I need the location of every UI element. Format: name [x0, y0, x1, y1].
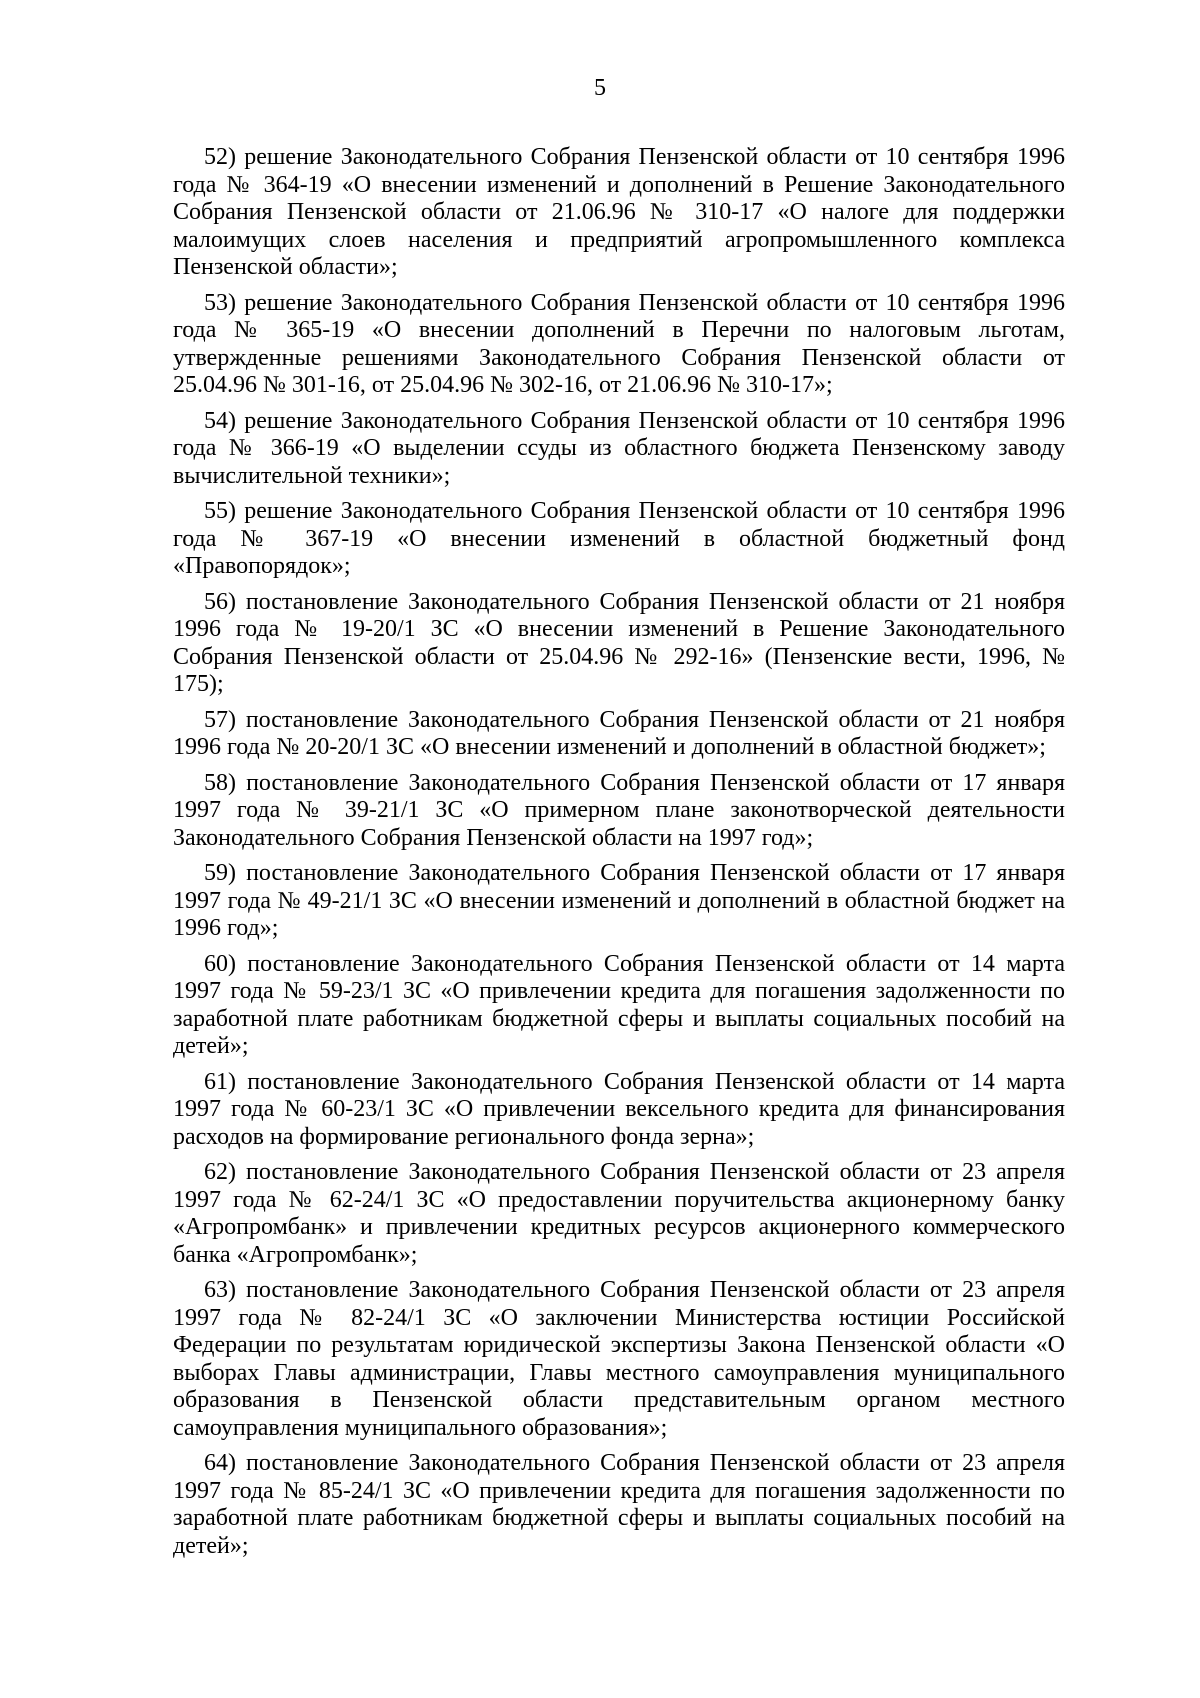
list-item-53: 53) решение Законодательного Собрания Пензенской области от 10 сентября 1996 года № 365-19 «О внесении дополнений в Перечни по налоговым льготам, утвержденные решениями Законодательного Собрания Пензенской области от 25.04.96 № 301-16, от 25.04.96 № 302-16, от 21.06.96 № 310-17»;	[173, 289, 1065, 398]
list-item-62: 62) постановление Законодательного Собрания Пензенской области от 23 апреля 1997 года № 62-24/1 ЗС «О предоставлении поручительства акционерному банку «Агропромбанк» и привлечении кредитных ресурсов акционерного коммерческого банка «Агропромбанк»;	[173, 1159, 1065, 1268]
list-item-61: 61) постановление Законодательного Собрания Пензенской области от 14 марта 1997 года № 60-23/1 ЗС «О привлечении вексельного кредита для финансирования расходов на формирование регионального фонда зерна»;	[173, 1068, 1065, 1150]
list-item-63: 63) постановление Законодательного Собрания Пензенской области от 23 апреля 1997 года № 82-24/1 ЗС «О заключении Министерства юстиции Российской Федерации по результатам юридической экспертизы Закона Пензенской области «О выборах Главы администрации, Главы местного самоуправления муниципального образования в Пензенской области представительным органом местного самоуправления муниципального образования»;	[173, 1277, 1065, 1441]
page-number: 5	[594, 75, 606, 101]
list-item-56: 56) постановление Законодательного Собрания Пензенской области от 21 ноября 1996 года № 19-20/1 ЗС «О внесении изменений в Решение Законодательного Собрания Пензенской области от 25.04.96 № 292-16» (Пензенские вести, 1996, № 175);	[173, 588, 1065, 697]
list-item-57: 57) постановление Законодательного Собрания Пензенской области от 21 ноября 1996 года № 20-20/1 ЗС «О внесении изменений и дополнений в областной бюджет»;	[173, 706, 1065, 760]
list-item-58: 58) постановление Законодательного Собрания Пензенской области от 17 января 1997 года № 39-21/1 ЗС «О примерном плане законотворческой деятельности Законодательного Собрания Пензенской области на 1997 год»;	[173, 769, 1065, 851]
list-item-60: 60) постановление Законодательного Собрания Пензенской области от 14 марта 1997 года № 59-23/1 ЗС «О привлечении кредита для погашения задолженности по заработной плате работникам бюджетной сферы и выплаты социальных пособий на детей»;	[173, 950, 1065, 1059]
document-body	[173, 144, 1065, 1568]
list-item-59: 59) постановление Законодательного Собрания Пензенской области от 17 января 1997 года № 49-21/1 ЗС «О внесении изменений и дополнений в областной бюджет на 1996 год»;	[173, 860, 1065, 941]
list-item-54: 54) решение Законодательного Собрания Пензенской области от 10 сентября 1996 года № 366-19 «О выделении ссуды из областного бюджета Пензенскому заводу вычислительной техники»;	[173, 407, 1065, 489]
list-item-55: 55) решение Законодательного Собрания Пензенской области от 10 сентября 1996 года № 367-19 «О внесении изменений в областной бюджетный фонд «Правопорядок»;	[173, 498, 1065, 579]
list-item-52: 52) решение Законодательного Собрания Пензенской области от 10 сентября 1996 года № 364-19 «О внесении изменений и дополнений в Решение Законодательного Собрания Пензенской области от 21.06.96 № 310-17 «О налоге для поддержки малоимущих слоев населения и предприятий агропромышленного комплекса Пензенской области»;	[173, 144, 1065, 280]
list-item-64: 64) постановление Законодательного Собрания Пензенской области от 23 апреля 1997 года № 85-24/1 ЗС «О привлечении кредита для погашения задолженности по заработной плате работникам бюджетной сферы и выплаты социальных пособий на детей»;	[173, 1450, 1065, 1559]
